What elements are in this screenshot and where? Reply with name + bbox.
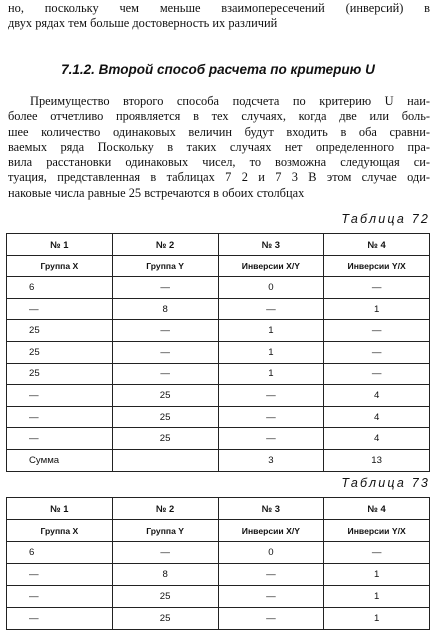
table-cell: 1 bbox=[324, 298, 430, 320]
table-row bbox=[7, 385, 430, 407]
table-cell: 6 bbox=[7, 542, 113, 564]
table-cell: 4 bbox=[324, 406, 430, 428]
column-number-header: № 3 bbox=[218, 234, 324, 256]
table-row bbox=[7, 363, 430, 385]
table-cell: — bbox=[7, 586, 113, 608]
table-row bbox=[7, 428, 430, 450]
text-line: шее количество одинаковых величин будут входить в оба сравни- bbox=[8, 124, 430, 139]
table-cell: 1 bbox=[324, 608, 430, 630]
column-group-header: Группа X bbox=[7, 520, 113, 542]
table-row bbox=[7, 542, 430, 564]
table-cell: 25 bbox=[7, 320, 113, 342]
table-cell: — bbox=[324, 277, 430, 299]
table-cell: — bbox=[218, 298, 324, 320]
text-line: но, поскольку чем меньше взаимопересечений (инверсий) в bbox=[8, 1, 430, 15]
table-cell: — bbox=[218, 428, 324, 450]
table-cell: — bbox=[112, 341, 218, 363]
column-group-header: Инверсии Y/X bbox=[324, 255, 430, 277]
table-cell: 25 bbox=[112, 406, 218, 428]
table-cell: 1 bbox=[324, 564, 430, 586]
table-caption: Таблица 72 bbox=[341, 212, 430, 226]
table-cell: 4 bbox=[324, 428, 430, 450]
table-cell: 0 bbox=[218, 542, 324, 564]
table-72 bbox=[6, 233, 430, 472]
column-group-header: Группа Y bbox=[112, 520, 218, 542]
column-number-header: № 4 bbox=[324, 234, 430, 256]
column-group-header: Группа Y bbox=[112, 255, 218, 277]
table-row bbox=[7, 298, 430, 320]
column-group-header: Группа X bbox=[7, 255, 113, 277]
table-row bbox=[7, 564, 430, 586]
table-cell: — bbox=[324, 542, 430, 564]
table-cell: — bbox=[218, 406, 324, 428]
table-row bbox=[7, 277, 430, 299]
table-cell: 4 bbox=[324, 385, 430, 407]
column-number-header: № 1 bbox=[7, 234, 113, 256]
section-heading: 7.1.2. Второй способ расчета по критерию U bbox=[61, 62, 375, 77]
table-cell: 0 bbox=[218, 277, 324, 299]
table-row bbox=[7, 341, 430, 363]
table-cell: 25 bbox=[112, 428, 218, 450]
table-cell: 1 bbox=[218, 320, 324, 342]
table-cell: 6 bbox=[7, 277, 113, 299]
table-row bbox=[7, 608, 430, 630]
column-group-header: Инверсии X/Y bbox=[218, 255, 324, 277]
table-sum-row bbox=[7, 449, 430, 471]
table-cell: 1 bbox=[324, 586, 430, 608]
column-number-header: № 3 bbox=[218, 498, 324, 520]
table-cell: — bbox=[7, 608, 113, 630]
table-cell: 3 bbox=[218, 449, 324, 471]
column-number-header: № 4 bbox=[324, 498, 430, 520]
text-line: ваемых ряда Поскольку в таких случаях нет определенного пра- bbox=[8, 139, 430, 154]
top-paragraph bbox=[8, 1, 430, 32]
text-line: Преимущество второго способа подсчета по критерию U наи- bbox=[30, 94, 430, 108]
table-cell: 13 bbox=[324, 449, 430, 471]
sum-label: Сумма bbox=[7, 449, 113, 471]
table-row bbox=[7, 320, 430, 342]
table-cell: — bbox=[218, 564, 324, 586]
text-line: наковые числа равные 25 встречаются в обоих столбцах bbox=[8, 185, 305, 200]
table-cell: — bbox=[7, 385, 113, 407]
table-cell: — bbox=[112, 363, 218, 385]
main-paragraph bbox=[8, 94, 430, 201]
table-cell: — bbox=[324, 320, 430, 342]
column-number-header: № 2 bbox=[112, 498, 218, 520]
table-cell: 8 bbox=[112, 298, 218, 320]
column-number-header: № 1 bbox=[7, 498, 113, 520]
table-cell: 25 bbox=[7, 341, 113, 363]
text-line: двух рядах тем больше достоверность их различий bbox=[8, 16, 278, 31]
table-cell: — bbox=[112, 277, 218, 299]
table-cell: 25 bbox=[112, 608, 218, 630]
column-group-header: Инверсии Y/X bbox=[324, 520, 430, 542]
column-group-header: Инверсии X/Y bbox=[218, 520, 324, 542]
column-number-header: № 2 bbox=[112, 234, 218, 256]
text-line: туация, представленная в таблицах 7 2 и 7 3 В этом случае оди- bbox=[8, 170, 430, 185]
table-cell: — bbox=[112, 542, 218, 564]
table-cell: — bbox=[324, 363, 430, 385]
table-cell: 25 bbox=[112, 385, 218, 407]
table-cell: — bbox=[218, 608, 324, 630]
table-cell: 25 bbox=[112, 586, 218, 608]
table-cell: 1 bbox=[218, 363, 324, 385]
table-cell: — bbox=[112, 320, 218, 342]
table-cell: — bbox=[7, 564, 113, 586]
table-cell: — bbox=[218, 385, 324, 407]
table-caption: Таблица 73 bbox=[341, 476, 430, 490]
table-cell: — bbox=[7, 428, 113, 450]
table-cell: — bbox=[7, 406, 113, 428]
table-cell: 25 bbox=[7, 363, 113, 385]
text-line: вила расстановки одинаковых чисел, то возможна следующая си- bbox=[8, 155, 430, 170]
table-cell bbox=[112, 449, 218, 471]
table-cell: 8 bbox=[112, 564, 218, 586]
table-cell: — bbox=[218, 586, 324, 608]
table-cell: 1 bbox=[218, 341, 324, 363]
text-line: более отчетливо проявляется в тех случаях, когда две или боль- bbox=[8, 109, 430, 124]
table-cell: — bbox=[324, 341, 430, 363]
table-cell: — bbox=[7, 298, 113, 320]
table-row bbox=[7, 586, 430, 608]
table-73 bbox=[6, 497, 430, 630]
table-row bbox=[7, 406, 430, 428]
